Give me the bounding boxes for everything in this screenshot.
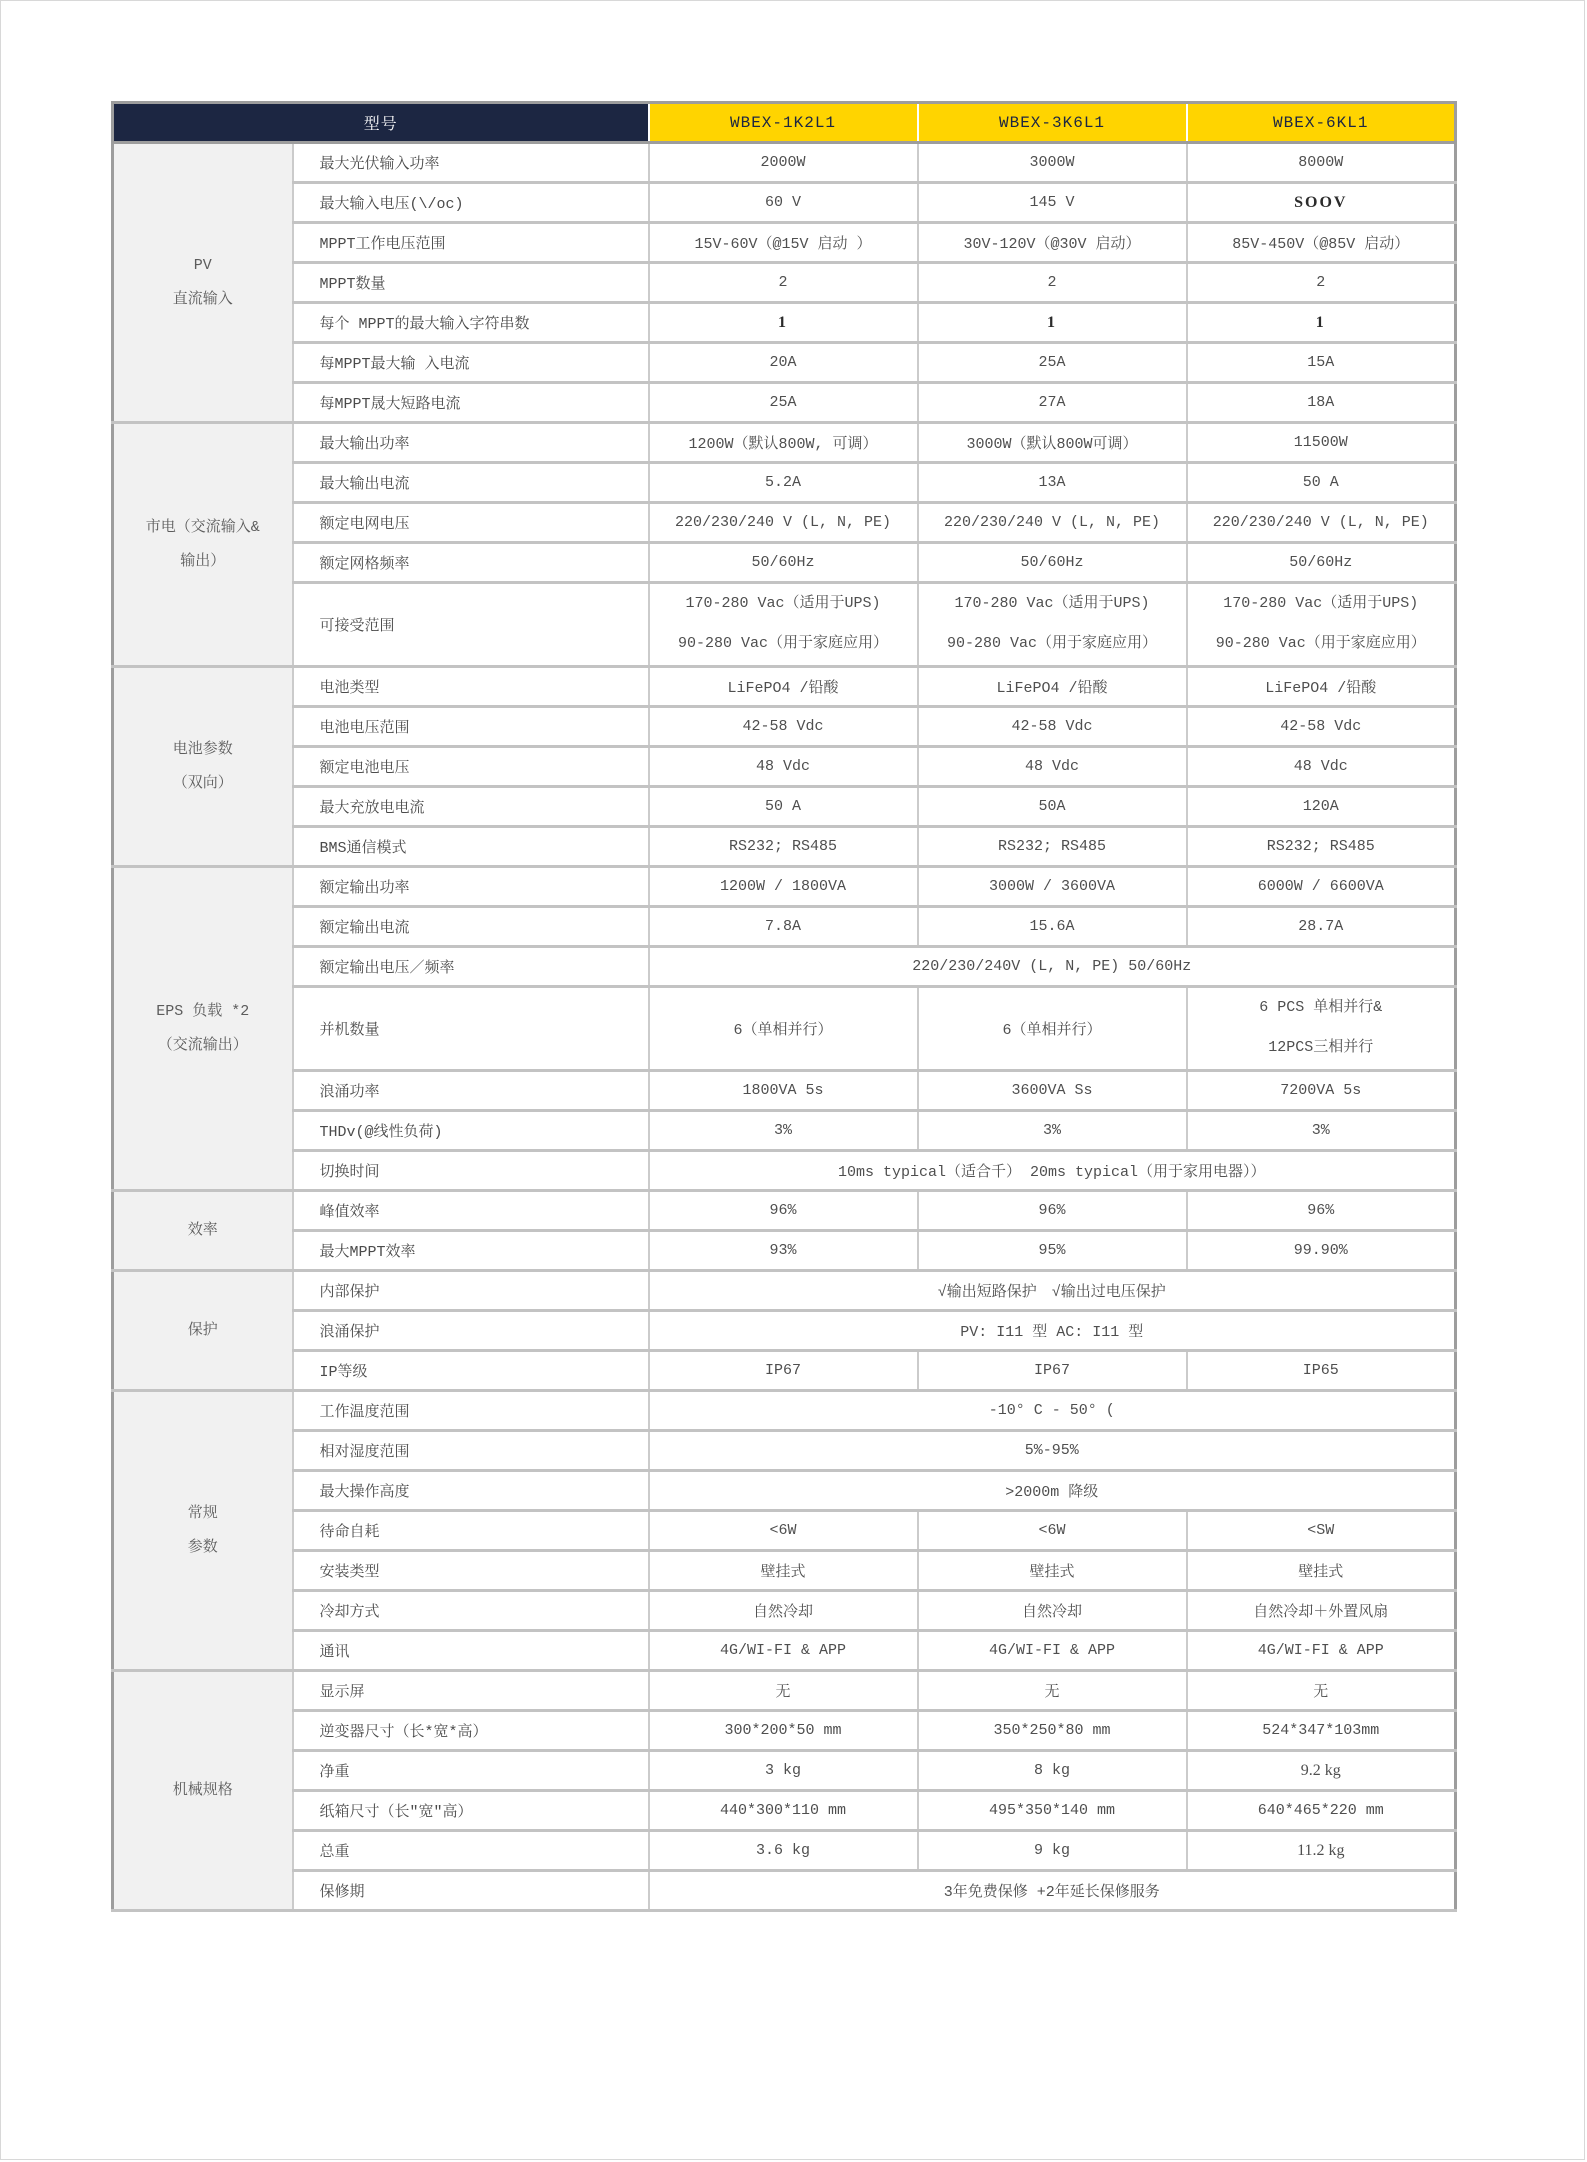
param-cell: 冷却方式 — [293, 1591, 649, 1631]
param-cell: THDv(@线性负荷) — [293, 1111, 649, 1151]
value-cell: 220/230/240 V (L, N, PE) — [918, 503, 1187, 543]
table-row — [113, 1471, 1456, 1511]
table-row — [113, 1231, 1456, 1271]
param-cell: 额定输出功率 — [293, 867, 649, 907]
value-cell-merged: 220/230/240V (L, N, PE) 50/60Hz — [649, 947, 1456, 987]
value-cell: 11.2 kg — [1187, 1831, 1456, 1871]
value-cell: 50 A — [649, 787, 918, 827]
value-cell: 15A — [1187, 343, 1456, 383]
value-cell: RS232; RS485 — [649, 827, 918, 867]
table-row — [113, 503, 1456, 543]
param-cell: 每MPPT晟大短路电流 — [293, 383, 649, 423]
table-row — [113, 1151, 1456, 1191]
value-cell: 96% — [649, 1191, 918, 1231]
param-cell: 额定电网电压 — [293, 503, 649, 543]
table-header — [113, 103, 1456, 143]
table-row — [113, 183, 1456, 223]
value-cell: <6W — [918, 1511, 1187, 1551]
value-cell: 8000W — [1187, 143, 1456, 183]
table-row — [113, 707, 1456, 747]
value-cell: 50/60Hz — [1187, 543, 1456, 583]
param-cell: MPPT工作电压范围 — [293, 223, 649, 263]
value-cell: 5.2A — [649, 463, 918, 503]
table-row — [113, 543, 1456, 583]
param-cell: 最大输出电流 — [293, 463, 649, 503]
table-row — [113, 1751, 1456, 1791]
table-row — [113, 583, 1456, 667]
value-cell: 640*465*220 mm — [1187, 1791, 1456, 1831]
value-cell: 42-58 Vdc — [918, 707, 1187, 747]
group-label-mechanical-specs: 机械规格 — [113, 1671, 293, 1911]
value-cell: 99.90% — [1187, 1231, 1456, 1271]
value-cell: 48 Vdc — [649, 747, 918, 787]
param-cell: IP等级 — [293, 1351, 649, 1391]
value-cell: 3% — [918, 1111, 1187, 1151]
value-cell: 93% — [649, 1231, 918, 1271]
model-header-wbex-6kl1: WBEX-6KL1 — [1187, 103, 1456, 143]
value-cell: 2 — [649, 263, 918, 303]
value-cell: 220/230/240 V (L, N, PE) — [649, 503, 918, 543]
value-cell-merged: >2000m 降级 — [649, 1471, 1456, 1511]
model-header-wbex-1k2l1: WBEX-1K2L1 — [649, 103, 918, 143]
value-cell-merged: 3年免费保修 +2年延长保修服务 — [649, 1871, 1456, 1911]
value-cell: 无 — [649, 1671, 918, 1711]
table-row — [113, 143, 1456, 183]
value-cell: 95% — [918, 1231, 1187, 1271]
value-cell: <6W — [649, 1511, 918, 1551]
value-cell: 3.6 kg — [649, 1831, 918, 1871]
value-cell: IP65 — [1187, 1351, 1456, 1391]
value-cell: 自然冷却 — [649, 1591, 918, 1631]
value-cell: 85V-450V（@85V 启动） — [1187, 223, 1456, 263]
spec-table-wrapper — [1, 1, 1584, 1912]
table-row — [113, 1271, 1456, 1311]
table-row — [113, 1591, 1456, 1631]
value-cell: 1800VA 5s — [649, 1071, 918, 1111]
param-cell: 纸箱尺寸（长"宽"高） — [293, 1791, 649, 1831]
value-cell: IP67 — [649, 1351, 918, 1391]
param-cell: 最大输出功率 — [293, 423, 649, 463]
table-row — [113, 667, 1456, 707]
value-cell: 15V-60V（@15V 启动 ） — [649, 223, 918, 263]
group-label-grid-ac-io: 市电（交流输入& 输出） — [113, 423, 293, 667]
value-cell: SOOV — [1187, 183, 1456, 223]
value-cell-merged: PV: I11 型 AC: I11 型 — [649, 1311, 1456, 1351]
table-row — [113, 1351, 1456, 1391]
value-cell: 壁挂式 — [649, 1551, 918, 1591]
value-cell: IP67 — [918, 1351, 1187, 1391]
param-cell: 每MPPT最大输 入电流 — [293, 343, 649, 383]
group-label-pv-dc-input: PV 直流输入 — [113, 143, 293, 423]
value-cell: 50 A — [1187, 463, 1456, 503]
table-row — [113, 1511, 1456, 1551]
value-cell: 440*300*110 mm — [649, 1791, 918, 1831]
param-cell: 额定输出电流 — [293, 907, 649, 947]
value-cell: 2 — [918, 263, 1187, 303]
header-row — [113, 103, 1456, 143]
param-cell: 工作温度范围 — [293, 1391, 649, 1431]
value-cell: 2000W — [649, 143, 918, 183]
value-cell: 48 Vdc — [1187, 747, 1456, 787]
value-cell: 120A — [1187, 787, 1456, 827]
value-cell: <SW — [1187, 1511, 1456, 1551]
value-cell: 2 — [1187, 263, 1456, 303]
value-cell: 1 — [918, 303, 1187, 343]
value-cell-merged: √输出短路保护 √输出过电压保护 — [649, 1271, 1456, 1311]
value-cell: 27A — [918, 383, 1187, 423]
param-cell: 最大光伏输入功率 — [293, 143, 649, 183]
value-cell: LiFePO4 /铅酸 — [918, 667, 1187, 707]
value-cell: 4G/WI-FI & APP — [1187, 1631, 1456, 1671]
table-row — [113, 343, 1456, 383]
value-cell: 495*350*140 mm — [918, 1791, 1187, 1831]
value-cell: 170-280 Vac（适用于UPS) 90-280 Vac（用于家庭应用） — [649, 583, 918, 667]
value-cell: 524*347*103mm — [1187, 1711, 1456, 1751]
table-row — [113, 1831, 1456, 1871]
param-cell: 逆变器尺寸（长*宽*高） — [293, 1711, 649, 1751]
param-cell: 额定输出电压／频率 — [293, 947, 649, 987]
value-cell: 18A — [1187, 383, 1456, 423]
table-row — [113, 787, 1456, 827]
group-label-eps-load: EPS 负载 *2 （交流输出） — [113, 867, 293, 1191]
value-cell: 3% — [649, 1111, 918, 1151]
value-cell: 8 kg — [918, 1751, 1187, 1791]
table-row — [113, 1311, 1456, 1351]
param-cell: 保修期 — [293, 1871, 649, 1911]
table-body — [113, 143, 1456, 1911]
value-cell: 50A — [918, 787, 1187, 827]
value-cell: 3000W（默认800W可调） — [918, 423, 1187, 463]
param-cell: 浪涌保护 — [293, 1311, 649, 1351]
table-row — [113, 1711, 1456, 1751]
table-row — [113, 463, 1456, 503]
value-cell: 壁挂式 — [918, 1551, 1187, 1591]
group-label-general-params: 常规 参数 — [113, 1391, 293, 1671]
value-cell: 42-58 Vdc — [649, 707, 918, 747]
value-cell-merged: 5%-95% — [649, 1431, 1456, 1471]
value-cell: 11500W — [1187, 423, 1456, 463]
table-row — [113, 383, 1456, 423]
value-cell: 9.2 kg — [1187, 1751, 1456, 1791]
value-cell: 无 — [918, 1671, 1187, 1711]
value-cell: 1 — [649, 303, 918, 343]
param-cell: 通讯 — [293, 1631, 649, 1671]
value-cell: 220/230/240 V (L, N, PE) — [1187, 503, 1456, 543]
table-row — [113, 1191, 1456, 1231]
table-row — [113, 947, 1456, 987]
value-cell: 自然冷却 — [918, 1591, 1187, 1631]
param-cell: 额定电池电压 — [293, 747, 649, 787]
param-cell: 最大操作高度 — [293, 1471, 649, 1511]
param-cell: 最大MPPT效率 — [293, 1231, 649, 1271]
value-cell: 20A — [649, 343, 918, 383]
value-cell: 50/60Hz — [649, 543, 918, 583]
value-cell: 1200W（默认800W, 可调） — [649, 423, 918, 463]
param-cell: 电池电压范围 — [293, 707, 649, 747]
param-cell: 并机数量 — [293, 987, 649, 1071]
param-cell: 最大输入电压(\/oc) — [293, 183, 649, 223]
value-cell: 自然冷却＋外置风扇 — [1187, 1591, 1456, 1631]
param-cell: 可接受范围 — [293, 583, 649, 667]
table-row — [113, 1791, 1456, 1831]
param-cell: 额定网格频率 — [293, 543, 649, 583]
table-row — [113, 263, 1456, 303]
table-row — [113, 907, 1456, 947]
value-cell-merged: -10° C - 50° ( — [649, 1391, 1456, 1431]
value-cell: 3 kg — [649, 1751, 918, 1791]
table-row — [113, 987, 1456, 1071]
value-cell: 60 V — [649, 183, 918, 223]
value-cell: RS232; RS485 — [1187, 827, 1456, 867]
value-cell-merged: 10ms typical（适合千） 20ms typical（用于家用电器）） — [649, 1151, 1456, 1191]
value-cell: 3000W — [918, 143, 1187, 183]
param-cell: 切换时间 — [293, 1151, 649, 1191]
value-cell: 25A — [918, 343, 1187, 383]
table-row — [113, 1631, 1456, 1671]
param-cell: 显示屏 — [293, 1671, 649, 1711]
value-cell: 7.8A — [649, 907, 918, 947]
group-label-efficiency: 效率 — [113, 1191, 293, 1271]
value-cell: RS232; RS485 — [918, 827, 1187, 867]
value-cell: 170-280 Vac（适用于UPS) 90-280 Vac（用于家庭应用） — [1187, 583, 1456, 667]
param-cell: 每个 MPPT的最大输入字符串数 — [293, 303, 649, 343]
param-cell: BMS通信模式 — [293, 827, 649, 867]
param-cell: 安装类型 — [293, 1551, 649, 1591]
value-cell: 170-280 Vac（适用于UPS) 90-280 Vac（用于家庭应用） — [918, 583, 1187, 667]
group-label-battery-params: 电池参数 （双向） — [113, 667, 293, 867]
table-row — [113, 1551, 1456, 1591]
param-cell: 浪涌功率 — [293, 1071, 649, 1111]
table-row — [113, 1111, 1456, 1151]
value-cell: 6（单相并行） — [918, 987, 1187, 1071]
value-cell: 3000W / 3600VA — [918, 867, 1187, 907]
value-cell: 350*250*80 mm — [918, 1711, 1187, 1751]
param-cell: 内部保护 — [293, 1271, 649, 1311]
value-cell: 6 PCS 单相并行& 12PCS三相并行 — [1187, 987, 1456, 1071]
table-row — [113, 827, 1456, 867]
value-cell: 1 — [1187, 303, 1456, 343]
value-cell: 50/60Hz — [918, 543, 1187, 583]
value-cell: 4G/WI-FI & APP — [649, 1631, 918, 1671]
value-cell: 4G/WI-FI & APP — [918, 1631, 1187, 1671]
value-cell: 3% — [1187, 1111, 1456, 1151]
table-row — [113, 747, 1456, 787]
table-row — [113, 423, 1456, 463]
model-header-label: 型号 — [113, 103, 649, 143]
param-cell: 相对湿度范围 — [293, 1431, 649, 1471]
model-header-wbex-3k6l1: WBEX-3K6L1 — [918, 103, 1187, 143]
spec-table — [111, 101, 1457, 1912]
value-cell: 42-58 Vdc — [1187, 707, 1456, 747]
param-cell: 电池类型 — [293, 667, 649, 707]
value-cell: 6000W / 6600VA — [1187, 867, 1456, 907]
value-cell: 15.6A — [918, 907, 1187, 947]
table-row — [113, 1671, 1456, 1711]
param-cell: 峰值效率 — [293, 1191, 649, 1231]
value-cell: 1200W / 1800VA — [649, 867, 918, 907]
table-row — [113, 1431, 1456, 1471]
value-cell: 96% — [918, 1191, 1187, 1231]
value-cell: 13A — [918, 463, 1187, 503]
value-cell: 3600VA Ss — [918, 1071, 1187, 1111]
value-cell: 9 kg — [918, 1831, 1187, 1871]
table-row — [113, 1071, 1456, 1111]
group-label-protection: 保护 — [113, 1271, 293, 1391]
value-cell: LiFePO4 /铅酸 — [649, 667, 918, 707]
value-cell: 28.7A — [1187, 907, 1456, 947]
value-cell: 7200VA 5s — [1187, 1071, 1456, 1111]
table-row — [113, 867, 1456, 907]
value-cell: 96% — [1187, 1191, 1456, 1231]
table-row — [113, 303, 1456, 343]
table-row — [113, 1391, 1456, 1431]
value-cell: 6（单相并行） — [649, 987, 918, 1071]
value-cell: 145 V — [918, 183, 1187, 223]
table-row — [113, 223, 1456, 263]
param-cell: 待命自耗 — [293, 1511, 649, 1551]
value-cell: 壁挂式 — [1187, 1551, 1456, 1591]
value-cell: LiFePO4 /铅酸 — [1187, 667, 1456, 707]
table-row — [113, 1871, 1456, 1911]
param-cell: 净重 — [293, 1751, 649, 1791]
param-cell: MPPT数量 — [293, 263, 649, 303]
value-cell: 48 Vdc — [918, 747, 1187, 787]
param-cell: 总重 — [293, 1831, 649, 1871]
value-cell: 25A — [649, 383, 918, 423]
value-cell: 无 — [1187, 1671, 1456, 1711]
value-cell: 300*200*50 mm — [649, 1711, 918, 1751]
param-cell: 最大充放电电流 — [293, 787, 649, 827]
value-cell: 30V-120V（@30V 启动） — [918, 223, 1187, 263]
